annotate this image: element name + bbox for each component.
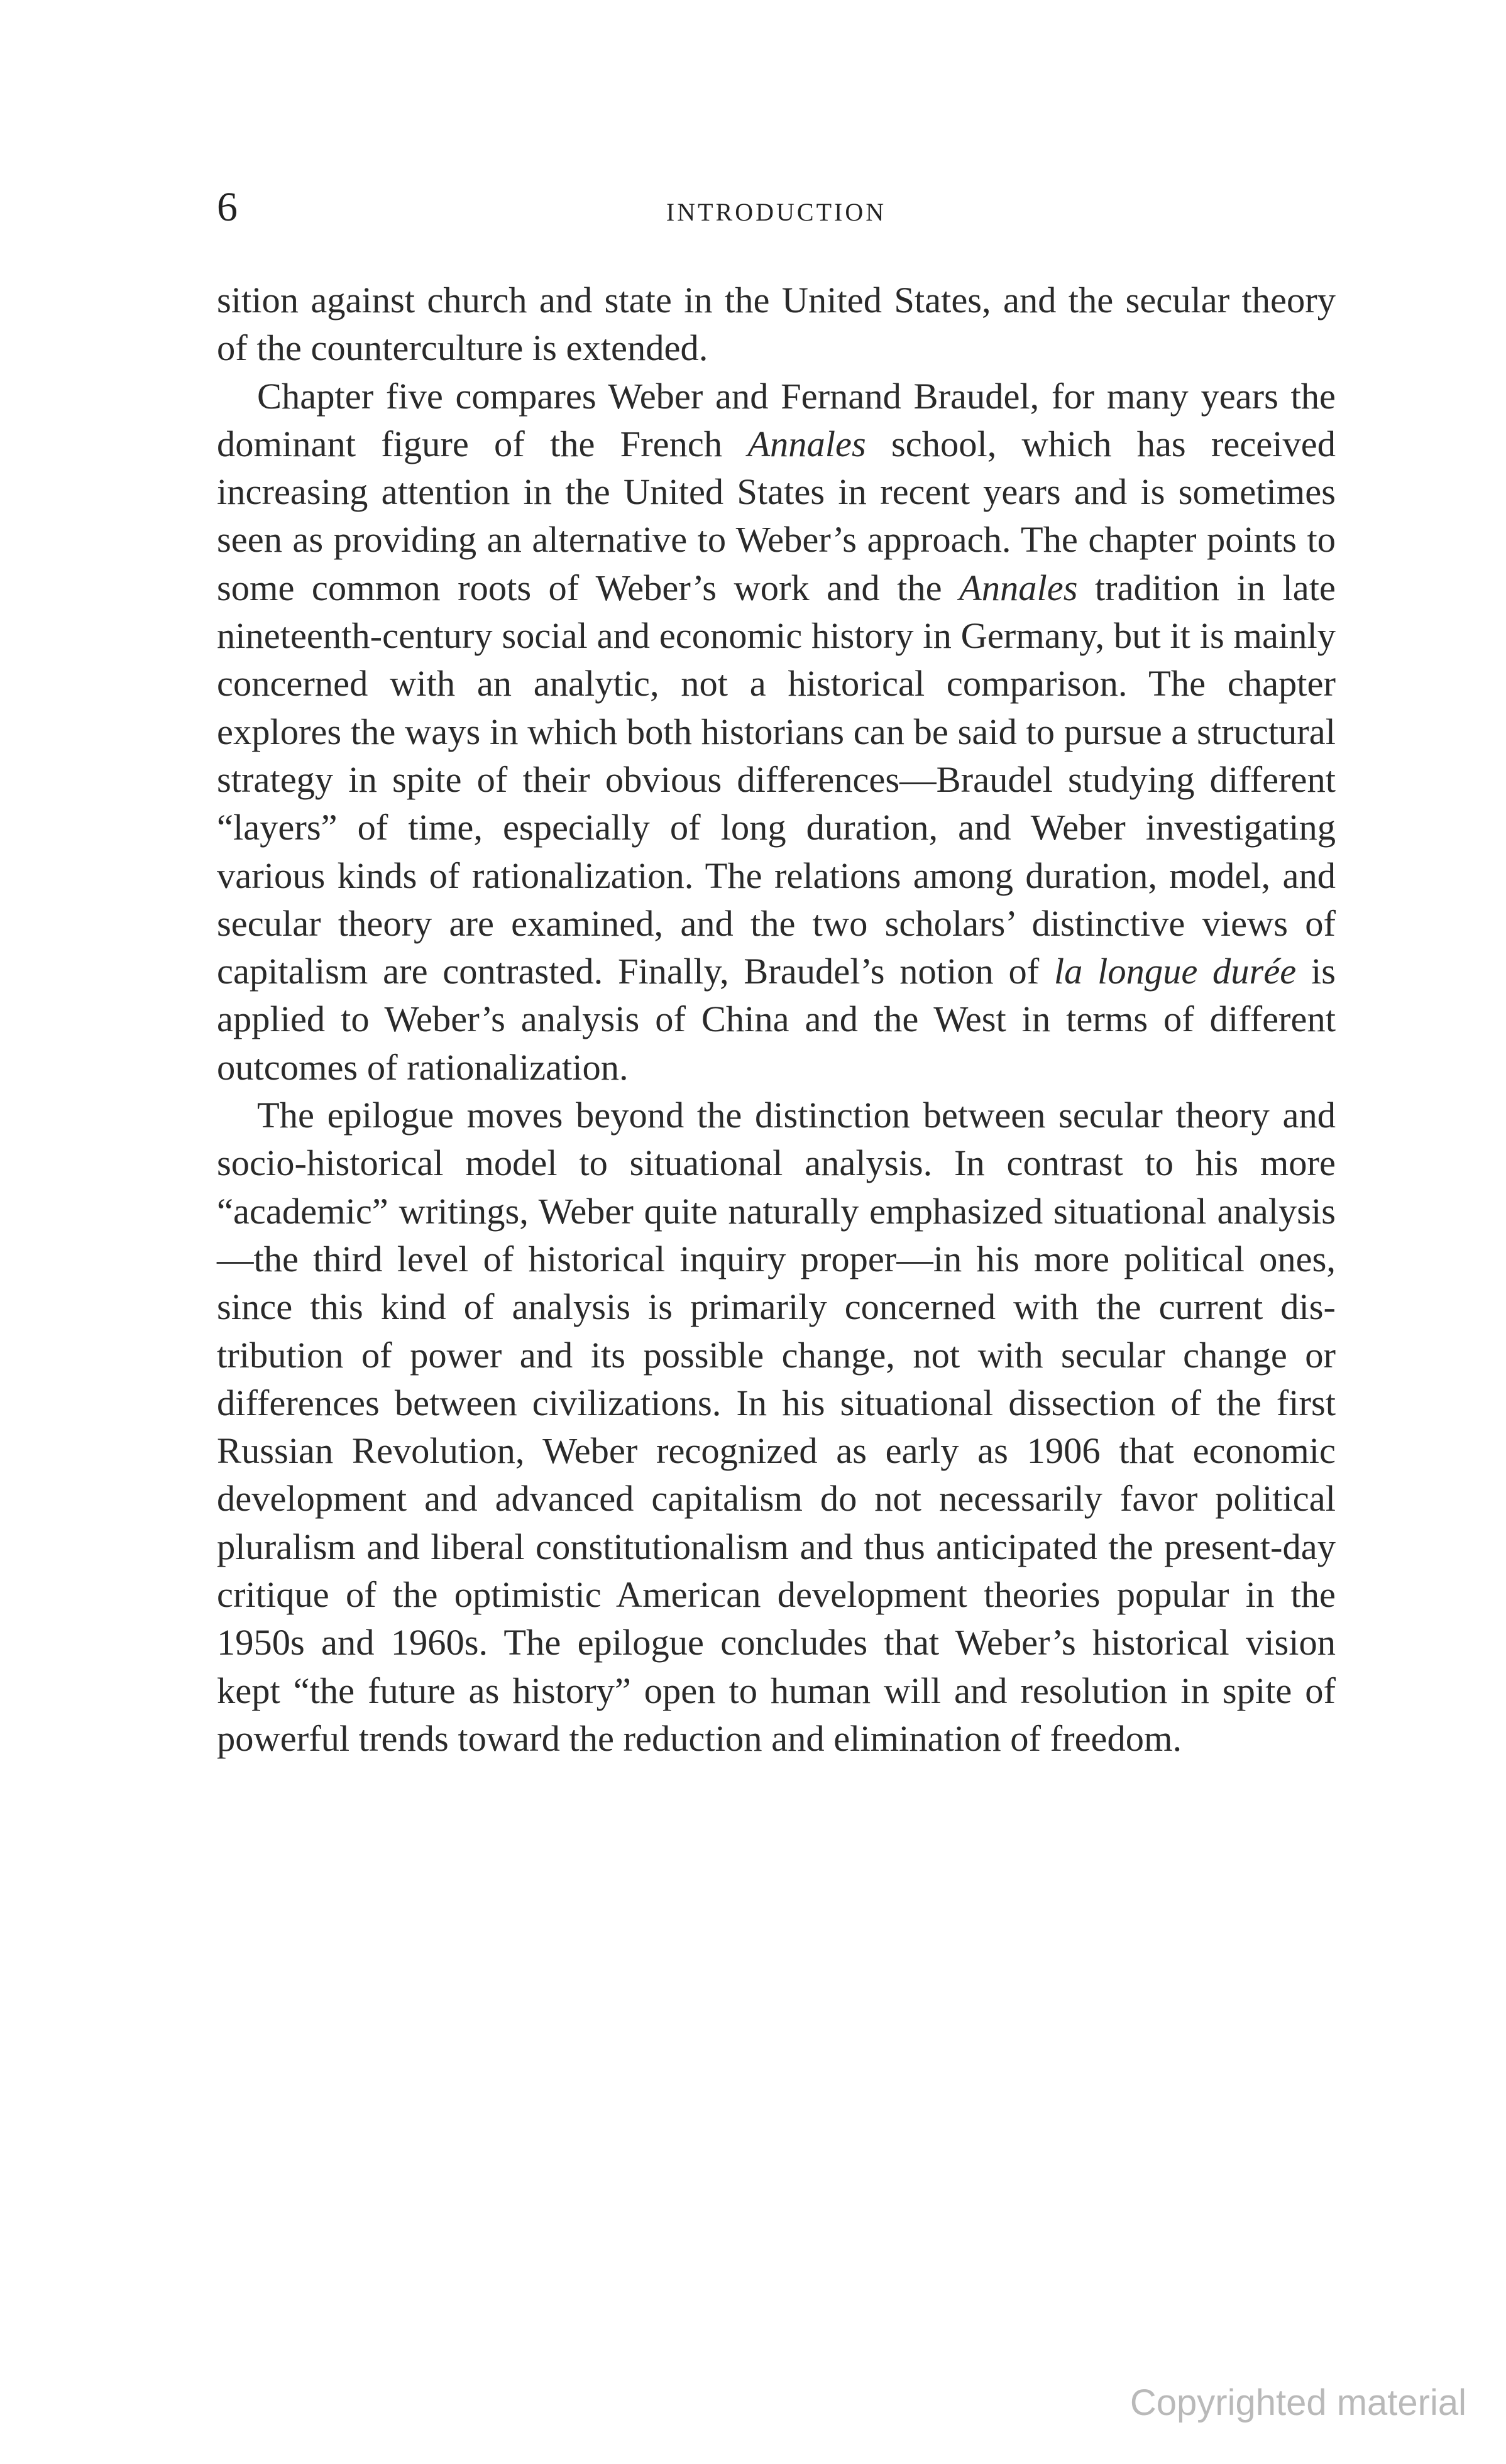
text-segment: Chapter five compares Weber and Fernand Braudel, for many years the dominant figure of the French <box>217 375 1336 464</box>
italic-term: la longue durée <box>1053 951 1297 992</box>
running-title: INTRODUCTION <box>666 198 887 226</box>
body-text <box>217 277 1336 1763</box>
paragraph-epilogue <box>217 1092 1336 1763</box>
text-segment: is applied to Weber’s analysis of China and the West in terms of different outcomes of rationalization. <box>217 951 1336 1088</box>
text-segment: The epilogue moves beyond the distinction between secular theory and socio-historical model to situational analysis. In contrast to his more “academic” writings, Weber quite naturally emphasized situational analysis—the third level of historical inquiry proper—in his more political ones, since this kind of analysis is primarily concerned with the current distribution of power and its possible change, not with secular change or differences between civilizations. In his situational dissection of the first Russian Revolution, Weber recognized as early as 1906 that economic development and advanced capitalism do not necessarily favor political pluralism and liberal constitutionalism and thus anticipated the present-day critique of the optimistic American development theories popular in the 1950s and 1960s. The epilogue concludes that Weber’s historical vision kept “the future as history” open to human will and resolution in spite of powerful trends toward the reduction and elimination of freedom. <box>217 1095 1336 1759</box>
running-head <box>217 176 1336 239</box>
text-segment: school, which has received increasing attention in the United States in recent years and is sometimes seen as providing an alternative to Weber’s approach. The chapter points to some common roots of Weber’s work and the <box>217 423 1336 608</box>
paragraph-chapter-five <box>217 373 1336 1092</box>
text-segment: sition against church and state in the United States, and the secular theory of the counterculture is extended. <box>217 280 1336 369</box>
paragraph-continuation <box>217 277 1336 373</box>
page-number: 6 <box>217 184 238 230</box>
italic-term: Annales <box>747 423 866 464</box>
italic-term: Annales <box>959 567 1078 608</box>
copyright-watermark: Copyrighted material <box>1130 2382 1466 2423</box>
text-segment: tradition in late nineteenth-century social and economic history in Germany, but it is mainly concerned with an analytic, not a historical comparison. The chapter explores the ways in which both historians can be said to pursue a structural strategy in spite of their obvious differences—Braudel studying different “layers” of time, especially of long duration, and Weber investigating various kinds of rationalization. The relations among duration, model, and secular theory are examined, and the two scholars’ distinctive views of capitalism are contrasted. Finally, Braudel’s notion of <box>217 567 1336 992</box>
